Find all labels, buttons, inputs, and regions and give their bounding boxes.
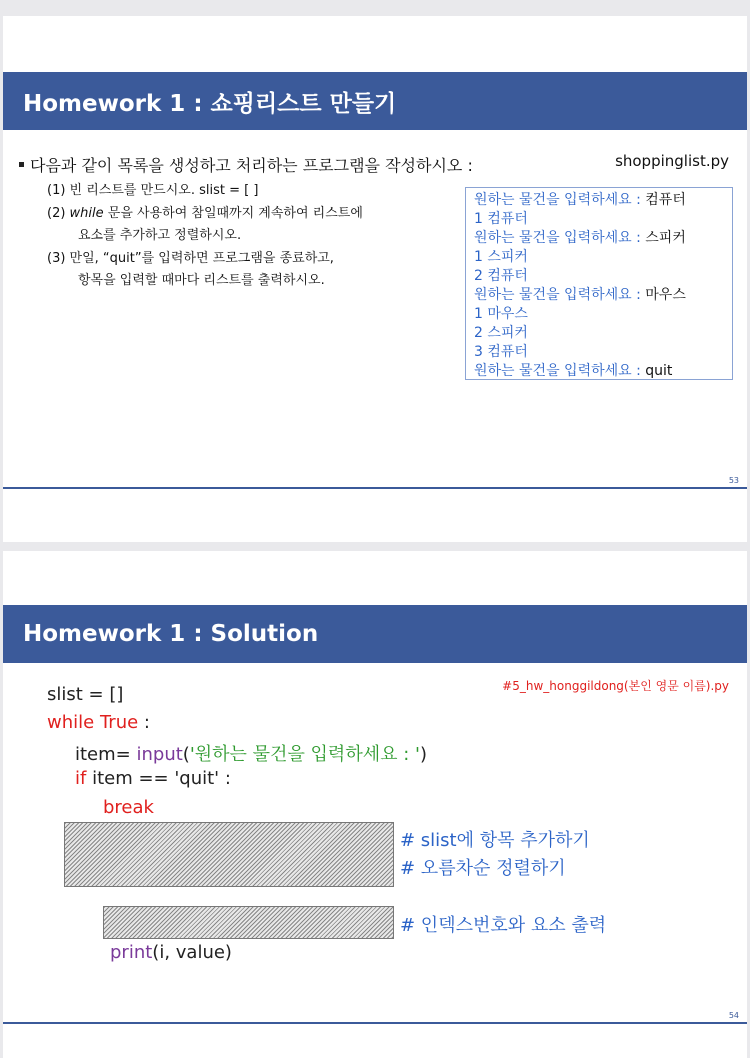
slide-title-text: Homework 1 : Solution — [23, 621, 319, 647]
output-line: 2 스피커 — [474, 325, 528, 341]
slide-54 — [3, 551, 747, 1058]
while-keyword: while — [69, 206, 104, 221]
slide-title — [3, 72, 747, 130]
code-line-if: if item == 'quit' : — [75, 768, 231, 789]
output-line: 원하는 물건을 입력하세요 : quit — [474, 363, 673, 379]
code-line-while: while True : — [47, 712, 150, 733]
comment-add-items: # slist에 항목 추가하기 — [400, 830, 590, 851]
homework-filename: #5_hw_honggildong(본인 영문 이름).py — [502, 679, 729, 693]
task-description — [19, 153, 473, 176]
output-line: 원하는 물건을 입력하세요 : 컴퓨터 — [474, 192, 686, 208]
sample-output-box — [465, 187, 733, 380]
output-line: 3 컴퓨터 — [474, 344, 528, 360]
slide-53 — [3, 16, 747, 542]
step-2-number: (2) — [47, 206, 70, 221]
redacted-loop-block — [103, 906, 394, 939]
redacted-code-block — [64, 822, 394, 887]
code-line-print: print(i, value) — [110, 942, 232, 963]
output-line: 원하는 물건을 입력하세요 : 마우스 — [474, 287, 686, 303]
instruction-step-2-cont: 요소를 추가하고 정렬하시오. — [78, 228, 242, 243]
output-line: 1 컴퓨터 — [474, 211, 528, 227]
file-name: shoppinglist.py — [615, 152, 729, 170]
step-2-text: 문을 사용하여 참일때까지 계속하여 리스트에 — [103, 206, 363, 221]
slide-title — [3, 605, 747, 663]
comment-print-index: # 인덱스번호와 요소 출력 — [400, 915, 607, 936]
bottom-rule — [3, 1022, 747, 1024]
slide-title-text: Homework 1 : 쇼핑리스트 만들기 — [23, 90, 397, 117]
output-line: 1 스피커 — [474, 249, 528, 265]
comment-sort: # 오름차순 정렬하기 — [400, 858, 566, 879]
instruction-step-1: (1) 빈 리스트를 만드시오. slist = [ ] — [47, 183, 259, 198]
instruction-step-3: (3) 만일, “quit”를 입력하면 프로그램을 종료하고, — [47, 251, 334, 266]
code-line-break: break — [103, 797, 154, 818]
page-number: 54 — [728, 1011, 739, 1020]
code-line-slist: slist = [] — [47, 684, 124, 705]
bullet-square-icon — [19, 162, 24, 167]
output-line: 원하는 물건을 입력하세요 : 스피커 — [474, 230, 686, 246]
output-line: 1 마우스 — [474, 306, 528, 322]
task-text: 다음과 같이 목록을 생성하고 처리하는 프로그램을 작성하시오 : — [30, 156, 473, 175]
instruction-step-3-cont: 항목을 입력할 때마다 리스트를 출력하시오. — [78, 273, 325, 288]
code-line-input: item= input('원하는 물건을 입력하세요 : ') — [75, 744, 427, 765]
page-number: 53 — [728, 476, 739, 485]
instruction-step-2 — [47, 203, 363, 225]
bottom-rule — [3, 487, 747, 489]
output-line: 2 컴퓨터 — [474, 268, 528, 284]
